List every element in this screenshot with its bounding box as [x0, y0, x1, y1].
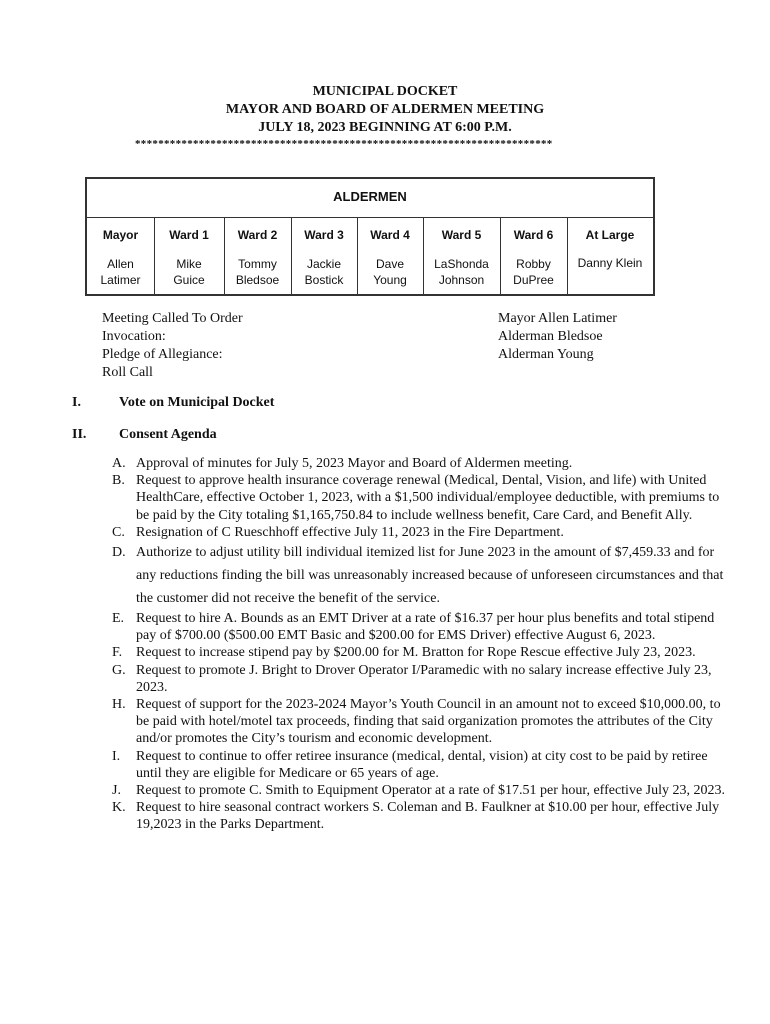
- agenda-item-text: Request to promote C. Smith to Equipment Operator at a rate of $17.51 per hour, effective July 23, 2023.: [136, 783, 725, 799]
- member-cell: [423, 217, 500, 294]
- agenda-item-text: Request to increase stipend pay by $200.00 for M. Bratton for Rope Rescue effective July 23, 2023.: [136, 645, 696, 661]
- member-name: Dave: [375, 257, 404, 271]
- member-cell: [224, 217, 291, 294]
- docket-title: MUNICIPAL DOCKET: [312, 84, 458, 99]
- member-role: Ward 5: [441, 228, 482, 242]
- agenda-item-letter: F.: [112, 645, 123, 661]
- member-role: Ward 4: [370, 228, 410, 242]
- opening-item-label: Invocation:: [102, 329, 166, 344]
- member-role: Mayor: [102, 228, 139, 242]
- aldermen-table: [85, 177, 655, 296]
- agenda-item-letter: J.: [112, 783, 121, 799]
- member-name: Tommy: [238, 257, 277, 271]
- member-cell: [357, 217, 423, 294]
- agenda-item-letter: B.: [112, 473, 125, 489]
- member-role: Ward 2: [237, 228, 278, 242]
- agenda-item-letter: H.: [112, 697, 126, 713]
- member-role: At Large: [585, 228, 635, 242]
- member-cell: [291, 217, 357, 294]
- agenda-item-text: Approval of minutes for July 5, 2023 Mayor and Board of Aldermen meeting.: [136, 456, 573, 471]
- member-name: Allen: [107, 257, 134, 271]
- agenda-item: [112, 782, 727, 799]
- agenda-item-text: Request to approve health insurance coverage renewal (Medical, Dental, Vision, and life) with United HealthCare, effective October 1, 2023, with a $1,500 individual/employee deductible, with premiums to be paid by the City totaling $1,165,750.84 to include wellness benefit, Care Card, and Benefit Ally.: [136, 473, 720, 523]
- agenda-item: [112, 541, 727, 610]
- member-name: Mike: [176, 257, 202, 271]
- agenda-item: [112, 524, 727, 541]
- member-cell: [567, 217, 653, 294]
- member-name: Danny Klein: [577, 256, 643, 270]
- member-name: Bledsoe: [235, 273, 280, 287]
- agenda-item-text: Request to promote J. Bright to Drover Operator I/Paramedic with no salary increase effective July 23, 2023.: [136, 662, 712, 695]
- agenda-item: [112, 748, 727, 782]
- aldermen-table-title: ALDERMEN: [333, 189, 407, 204]
- section-title: Consent Agenda: [119, 427, 217, 442]
- agenda-item: [112, 610, 727, 644]
- member-name: Jackie: [306, 257, 341, 271]
- agenda-item-letter: A.: [112, 456, 126, 471]
- agenda-item-text: Authorize to adjust utility bill individual itemized list for June 2023 in the amount of $7,459.33 and for any reductions finding the bill was unreasonably increased because of unforeseen circumstances and that the customer did not receive the benefit of the service.: [136, 545, 724, 607]
- agenda-item-text: Resignation of C Rueschhoff effective July 11, 2023 in the Fire Department.: [136, 524, 564, 540]
- section-title: Vote on Municipal Docket: [119, 395, 275, 410]
- opening-item-label: Pledge of Allegiance:: [102, 347, 223, 362]
- opening-item-label: Meeting Called To Order: [102, 311, 243, 326]
- agenda-item: [112, 696, 727, 748]
- section-number: I.: [72, 395, 81, 410]
- agenda-item-text: Request of support for the 2023-2024 Mayor’s Youth Council in an amount not to exceed $10,000.00, to be paid with hotel/motel tax proceeds, finding that said organization promotes the attributes of the City and/or promotes the City’s tourism and economic development.: [136, 697, 721, 747]
- agenda-item: [112, 455, 727, 472]
- member-name: Johnson: [438, 273, 485, 287]
- meeting-title: MAYOR AND BOARD OF ALDERMEN MEETING: [225, 102, 545, 117]
- star-divider: ************************************************************************: [135, 138, 553, 150]
- agenda-item: [112, 799, 727, 833]
- member-name: Guice: [173, 273, 205, 287]
- member-role: Ward 3: [304, 228, 344, 242]
- member-name: Young: [373, 273, 407, 287]
- agenda-item: [112, 472, 727, 524]
- member-role: Ward 1: [169, 228, 209, 242]
- member-role: Ward 6: [513, 228, 554, 242]
- agenda-item: [112, 644, 727, 661]
- agenda-item-letter: C.: [112, 524, 125, 540]
- opening-item-person: Alderman Bledsoe: [498, 329, 603, 344]
- member-name: LaShonda: [434, 257, 489, 271]
- agenda-item-letter: E.: [112, 611, 125, 627]
- meeting-date: JULY 18, 2023 BEGINNING AT 6:00 P.M.: [258, 120, 512, 135]
- agenda-item-text: Request to continue to offer retiree insurance (medical, dental, vision) at city cost to be paid by retiree until they are eligible for Medicare or 65 years of age.: [136, 748, 708, 781]
- member-cell: [87, 217, 154, 294]
- member-name: Robby: [516, 257, 551, 271]
- member-name: Bostick: [304, 273, 344, 287]
- agenda-item-letter: K.: [112, 800, 126, 816]
- section-number: II.: [72, 427, 87, 442]
- agenda-item-letter: I.: [112, 748, 121, 764]
- opening-item-person: Mayor Allen Latimer: [498, 311, 617, 326]
- consent-agenda-list: [112, 455, 727, 834]
- agenda-item: [112, 662, 727, 696]
- opening-item-label: Roll Call: [102, 365, 153, 380]
- agenda-item-text: Request to hire A. Bounds as an EMT Driver at a rate of $16.37 per hour plus benefits and total stipend pay of $700.00 ($500.00 EMT Basic and $200.00 for EMS Driver) effective August 6, 2023.: [136, 611, 715, 644]
- opening-item-person: Alderman Young: [498, 347, 594, 362]
- agenda-item-text: Request to hire seasonal contract workers S. Coleman and B. Faulkner at $10.00 per hour, effective July 19,2023 in the Parks Department.: [136, 800, 720, 833]
- agenda-item-letter: G.: [112, 662, 126, 678]
- member-name: DuPree: [513, 273, 554, 287]
- member-name: Latimer: [100, 273, 141, 287]
- agenda-item-letter: D.: [112, 545, 126, 561]
- member-cell: [500, 217, 567, 294]
- member-cell: [154, 217, 224, 294]
